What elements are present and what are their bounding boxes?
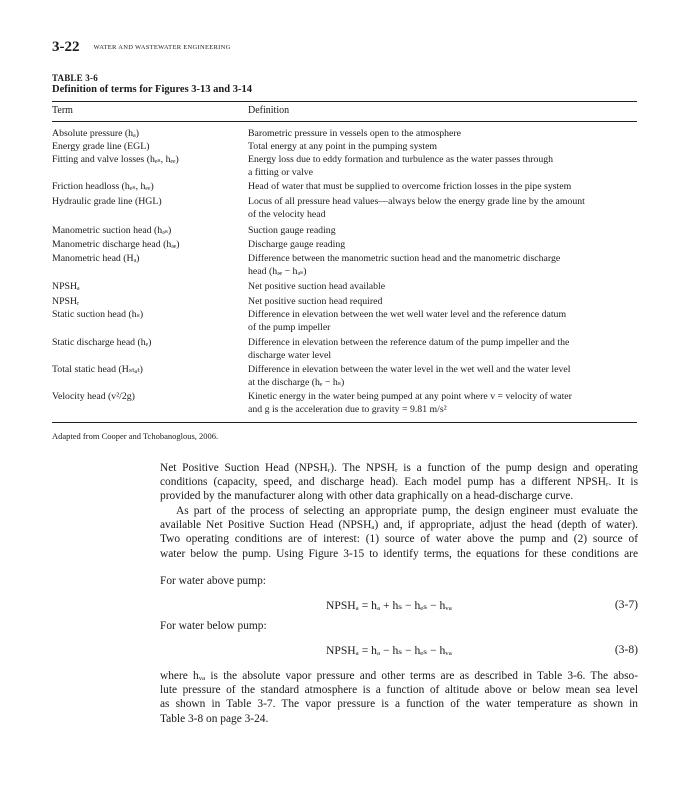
definition-line: Total energy at any point in the pumping system (248, 141, 438, 152)
definition-line: Head of water that must be supplied to overcome friction losses in the pipe system (248, 181, 572, 192)
table-bottom-rule (52, 422, 637, 423)
table-header-rule (52, 121, 637, 122)
term-cell: Energy grade line (EGL) (52, 141, 150, 152)
term-cell: NPSHₐ (52, 281, 80, 292)
equation-number: (3-8) (614, 643, 638, 656)
text-line: As part of the process of selecting an appropriate pump, the design engineer must evaluate the (176, 505, 638, 517)
term-cell: Static suction head (hₛ) (52, 309, 144, 320)
paragraph-vapor-pressure (160, 669, 638, 726)
definition-line: Difference in elevation between the water level in the wet well and the water level (248, 364, 571, 375)
definition-cell (248, 253, 637, 278)
definition-line: Discharge gauge reading (248, 239, 346, 250)
definition-cell (248, 337, 637, 362)
column-header-term: Term (52, 105, 73, 116)
table-source-note: Adapted from Cooper and Tchobanoglous, 2006. (52, 431, 219, 441)
definition-line: of the pump impeller (248, 321, 331, 333)
definition-line: Net positive suction head required (248, 296, 383, 307)
term-cell: Fitting and valve losses (hₑₛ, hₑₑ) (52, 154, 179, 165)
definition-line: Difference in elevation between the reference datum of the pump impeller and the (248, 337, 570, 348)
definition-cell (248, 296, 637, 309)
definition-line: of the velocity head (248, 208, 326, 220)
text-line: provided by the manufacturer along with other data graphically on a head-discharge curve. (160, 490, 574, 503)
definition-cell (248, 128, 637, 141)
definition-line: Kinetic energy in the water being pumped at any point where v = velocity of water (248, 391, 572, 402)
term-cell: Hydraulic grade line (HGL) (52, 196, 162, 207)
text-line: Table 3-8 on page 3-24. (160, 712, 269, 725)
definition-cell (248, 391, 637, 416)
table-label: TABLE 3-6 (52, 73, 98, 83)
definition-cell (248, 181, 637, 194)
text-line: available Net Positive Suction Head (NPSHₐ) and, if appropriate, adjust the head (depth of water). (160, 519, 638, 532)
term-cell: Total static head (Hₛₜₐₜ) (52, 364, 143, 375)
book-title: WATER AND WASTEWATER ENGINEERING (93, 44, 231, 51)
equation-expression: NPSHₐ = hₐ + hₛ − hₑₛ − hᵥₐ (326, 599, 452, 612)
term-cell: Absolute pressure (hₐ) (52, 128, 140, 139)
definition-line: discharge water level (248, 349, 332, 361)
definition-line: Barometric pressure in vessels open to the atmosphere (248, 128, 462, 139)
equation-number: (3-7) (614, 598, 638, 611)
paragraph-npshr (160, 461, 638, 504)
definition-line: Suction gauge reading (248, 225, 336, 236)
column-header-definition: Definition (248, 105, 290, 116)
term-cell: Velocity head (v²/2g) (52, 391, 135, 402)
definition-cell (248, 196, 637, 221)
definition-line: Difference between the manometric suction head and the manometric discharge (248, 253, 561, 264)
term-cell: NPSHᵣ (52, 296, 80, 307)
text-line: lute pressure of the standard atmosphere is a function of altitude above or below mean sea level (160, 684, 638, 697)
definition-cell (248, 141, 637, 154)
definition-line: Locus of all pressure head values—always below the energy grade line by the amount (248, 196, 585, 207)
paragraph-npsha (160, 504, 638, 561)
definition-cell (248, 225, 637, 238)
definition-cell (248, 281, 637, 294)
lead-water-below: For water below pump: (160, 620, 267, 632)
text-line: where hᵥₐ is the absolute vapor pressure and other terms are as described in Table 3-6. The abso- (160, 670, 638, 682)
definition-cell (248, 154, 637, 179)
definition-cell (248, 309, 637, 334)
definition-cell (248, 364, 637, 389)
text-line: Net Positive Suction Head (NPSHᵣ). The NPSHᵣ is a function of the pump design and operating (160, 462, 638, 474)
running-head (52, 38, 231, 56)
table-top-rule (52, 101, 637, 102)
term-cell: Friction headloss (hₑₛ, hₑₑ) (52, 181, 154, 192)
equation-expression: NPSHₐ = hₐ − hₛ − hₑₛ − hᵥₐ (326, 644, 452, 657)
definition-line: a fitting or valve (248, 166, 314, 178)
term-cell: Manometric discharge head (hₔₑ) (52, 239, 180, 250)
definition-cell (248, 239, 637, 252)
definition-line: Difference in elevation between the wet well water level and the reference datum (248, 309, 567, 320)
definition-line: Net positive suction head available (248, 281, 386, 292)
term-cell: Manometric suction head (hₔₛ) (52, 225, 172, 236)
definition-line: Energy loss due to eddy formation and turbulence as the water passes through (248, 154, 554, 165)
text-line: Two operating conditions are of interest: (1) source of water above the pump and (2) source of (160, 533, 638, 546)
table-caption: Definition of terms for Figures 3-13 and 3-14 (52, 84, 252, 95)
equation-3-7 (160, 598, 638, 614)
term-cell: Manometric head (Hₔ) (52, 253, 140, 264)
definition-line: head (hₔₑ − hₔₛ) (248, 265, 307, 277)
lead-water-above: For water above pump: (160, 575, 266, 587)
text-line: as shown in Table 3-7. The vapor pressure is a function of the water temperature as shown in (160, 698, 638, 711)
definition-line: at the discharge (hₑ − hₛ) (248, 376, 345, 388)
text-line: water below the pump. Using Figure 3-15 to identify terms, the equations for these conditions are (160, 547, 638, 560)
text-line: conditions (capacity, speed, and discharge head). Each model pump has a different NPSHᵣ. It is (160, 476, 638, 489)
term-cell: Static discharge head (hₑ) (52, 337, 152, 348)
definition-line: and g is the acceleration due to gravity = 9.81 m/s² (248, 403, 447, 415)
equation-3-8 (160, 643, 638, 659)
page-number: 3-22 (52, 39, 80, 55)
